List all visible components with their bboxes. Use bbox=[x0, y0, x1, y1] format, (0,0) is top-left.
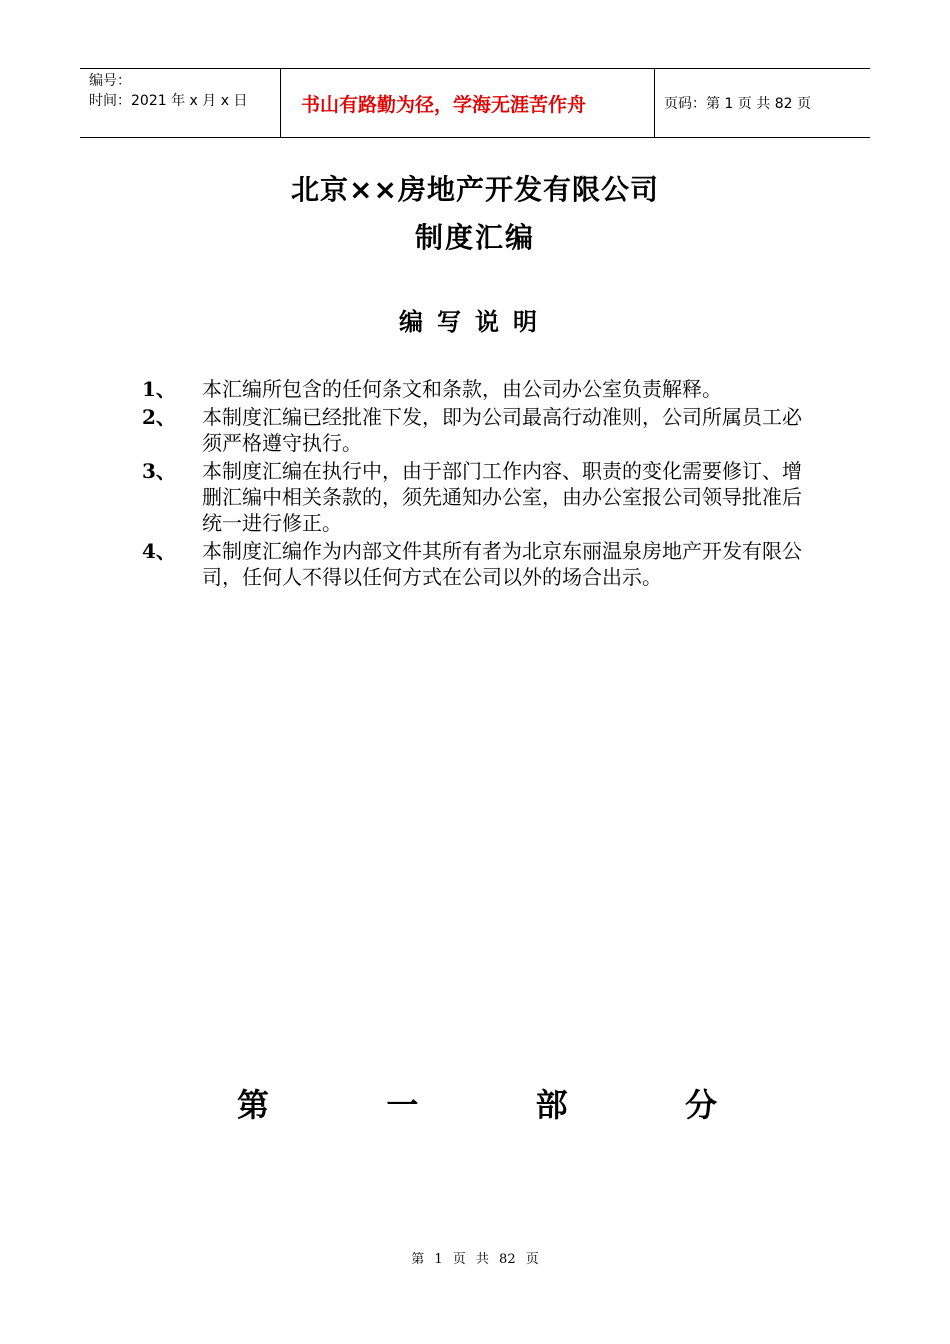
part-char: 部 bbox=[535, 1086, 568, 1124]
item-text: 本汇编所包含的任何条文和条款，由公司办公室负责解释。 bbox=[202, 377, 722, 401]
header-page-info: 页码：第 1 页 共 82 页 bbox=[664, 96, 811, 112]
list-item bbox=[142, 404, 812, 456]
item-text: 本制度汇编已经批准下发，即为公司最高行动准则，公司所属员工必须严格遵守执行。 bbox=[202, 405, 802, 455]
header-meta bbox=[80, 69, 281, 137]
compilation-title: 制度汇编 bbox=[414, 221, 535, 254]
header-motto: 书山有路勤为径，学海无涯苦作舟 bbox=[281, 69, 655, 137]
document-number-label: 编号： bbox=[89, 73, 131, 89]
item-number: 4、 bbox=[142, 539, 176, 563]
page-footer: 第 1 页 共 82 页 bbox=[411, 1252, 539, 1267]
part-char: 一 bbox=[386, 1086, 419, 1124]
part-heading bbox=[237, 1080, 717, 1126]
part-char: 第 bbox=[237, 1086, 270, 1124]
item-text: 本制度汇编在执行中，由于部门工作内容、职责的变化需要修订、增删汇编中相关条款的，须先通知办公室，由办公室报公司领导批准后统一进行修正。 bbox=[202, 459, 802, 535]
list-item bbox=[142, 376, 812, 402]
item-text: 本制度汇编作为内部文件其所有者为北京东丽温泉房地产开发有限公司，任何人不得以任何方式在公司以外的场合出示。 bbox=[202, 539, 802, 589]
item-number: 3、 bbox=[142, 459, 176, 483]
item-number: 1、 bbox=[142, 377, 176, 401]
company-title: 北京××房地产开发有限公司 bbox=[291, 173, 659, 206]
part-char: 分 bbox=[684, 1086, 717, 1124]
instruction-list bbox=[142, 376, 812, 592]
item-number: 2、 bbox=[142, 405, 176, 429]
document-time-label: 时间：2021 年 x 月 x 日 bbox=[89, 93, 248, 109]
list-item bbox=[142, 458, 812, 536]
section-title: 编写说明 bbox=[399, 308, 551, 336]
list-item bbox=[142, 538, 812, 590]
document-header bbox=[80, 68, 870, 138]
